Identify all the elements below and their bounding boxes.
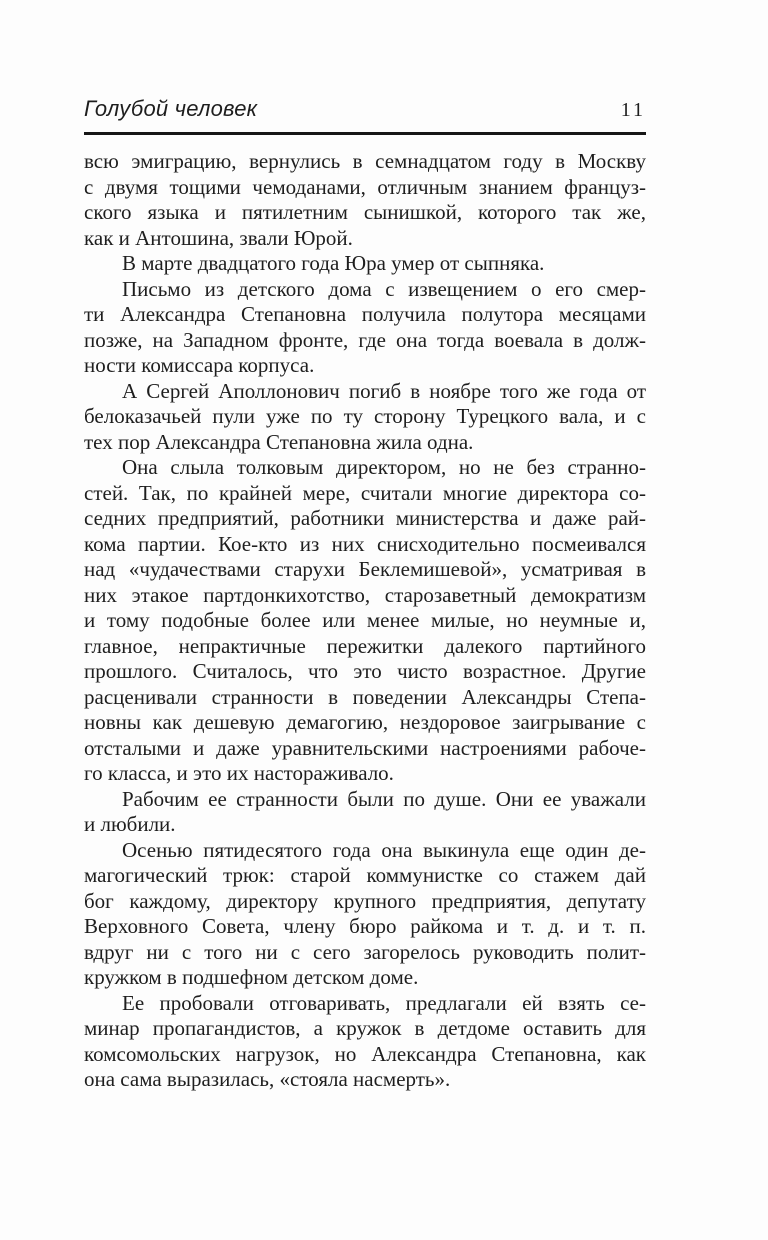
text-line: над «чудачествами старухи Беклемишевой», усматривая в xyxy=(84,557,646,581)
text-line: Письмо из детского дома с извещением о его смер- xyxy=(122,276,646,301)
text-line: новны как дешевую демагогию, нездоровое заигрывание с xyxy=(84,710,646,734)
text-line: В марте двадцатого года Юра умер от сыпняка. xyxy=(122,251,545,275)
text-line: бог каждому, директору крупного предприятия, депутату xyxy=(84,888,646,913)
text-line: позже, на Западном фронте, где она тогда воевала в долж- xyxy=(84,327,646,352)
running-title: Голубой человек xyxy=(84,96,258,121)
text-line: кома партии. Кое-кто из них снисходительно посмеивался xyxy=(84,531,646,556)
text-line: Рабочим ее странности были по душе. Они ее уважали xyxy=(122,786,646,811)
text-line: как и Антошина, звали Юрой. xyxy=(84,225,353,250)
text-line: го класса, и это их настораживало. xyxy=(84,761,394,785)
text-line: Верховного Совета, члену бюро райкома и т. д. и т. п. xyxy=(84,914,646,938)
text-line: с двумя тощими чемоданами, отличным знанием француз- xyxy=(84,174,646,199)
text-line: отсталыми и даже уравнительскими настроениями рабоче- xyxy=(84,735,646,760)
text-line: ности комиссара корпуса. xyxy=(84,353,315,377)
text-line: Она слыла толковым директором, но не без странно- xyxy=(122,455,646,479)
text-line: кружком в подшефном детском доме. xyxy=(84,965,419,989)
text-line: магогический трюк: старой коммунистке со стажем дай xyxy=(84,863,646,887)
text-line: белоказачьей пули уже по ту сторону Турецкого вала, и с xyxy=(84,404,646,428)
text-line: седних предприятий, работники министерства и даже рай- xyxy=(84,506,646,530)
text-line: ти Александра Степановна получила полутора месяцами xyxy=(84,302,646,326)
page-number: 11 xyxy=(620,99,646,121)
text-line: расценивали странности в поведении Александры Степа- xyxy=(84,684,646,709)
text-line: Ее пробовали отговаривать, предлагали ей взять се- xyxy=(122,990,646,1015)
body-text xyxy=(84,149,646,1093)
text-line: она сама выразилась, «стояла насмерть». xyxy=(84,1067,451,1091)
text-line: Осенью пятидесятого года она выкинула еще один де- xyxy=(122,837,646,862)
text-line: них этакое партдонкихотство, старозаветный демократизм xyxy=(84,582,646,607)
header-rule xyxy=(84,132,646,135)
text-line: комсомольских нагрузок, но Александра Степановна, как xyxy=(84,1041,646,1066)
text-line: главное, непрактичные пережитки далекого партийного xyxy=(84,633,646,658)
text-line: всю эмиграцию, вернулись в семнадцатом году в Москву xyxy=(84,149,646,173)
page-header xyxy=(84,96,646,122)
text-line: и тому подобные более или менее милые, но неумные и, xyxy=(84,608,646,632)
text-line: минар пропагандистов, а кружок в детдоме оставить для xyxy=(84,1016,646,1040)
text-line: А Сергей Аполлонович погиб в ноябре того же года от xyxy=(122,378,646,403)
text-line: прошлого. Считалось, что это чисто возрастное. Другие xyxy=(84,659,646,683)
text-line: ского языка и пятилетним сынишкой, которого так же, xyxy=(84,200,646,224)
text-line: тех пор Александра Степановна жила одна. xyxy=(84,429,474,454)
text-line: вдруг ни с того ни с сего загорелось руководить полит- xyxy=(84,939,646,964)
text-line: стей. Так, по крайней мере, считали многие директора со- xyxy=(84,480,646,505)
text-line: и любили. xyxy=(84,812,176,836)
